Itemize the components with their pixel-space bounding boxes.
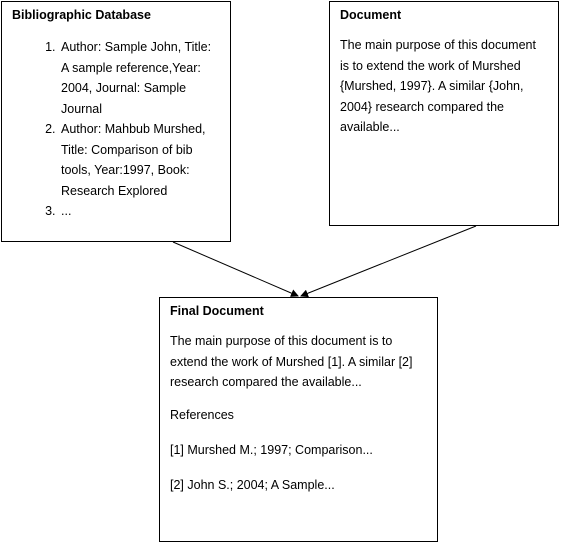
bibliographic-entry-ellipsis: 3. ... — [59, 201, 220, 222]
references-heading: References — [170, 407, 234, 422]
arrow-document-to-final — [301, 226, 476, 296]
bibliographic-database-title: Bibliographic Database — [12, 8, 151, 22]
bibliographic-entry: 1. Author: Sample John, Title: A sample reference,Year: 2004, Journal: Sample Journal — [59, 37, 220, 119]
bibliographic-database-box — [1, 1, 231, 242]
final-document-title: Final Document — [170, 304, 264, 318]
document-title: Document — [340, 8, 402, 22]
bibliographic-entries-list — [12, 37, 220, 222]
final-document-box — [159, 297, 438, 542]
arrow-database-to-final — [173, 242, 298, 296]
document-box — [329, 1, 559, 226]
final-document-body: The main purpose of this document is to extend the work of Murshed [1]. A similar [2] research compared the available... — [170, 334, 413, 389]
reference-entry: [2] John S.; 2004; A Sample... — [170, 477, 335, 492]
reference-entry: [1] Murshed M.; 1997; Comparison... — [170, 443, 373, 457]
bibliographic-entry: 2. Author: Mahbub Murshed, Title: Comparison of bib tools, Year:1997, Book: Research Explored — [59, 119, 220, 201]
document-body: The main purpose of this document is to extend the work of Murshed {Murshed, 1997}. A similar {John, 2004} research compared the available... — [340, 38, 536, 134]
